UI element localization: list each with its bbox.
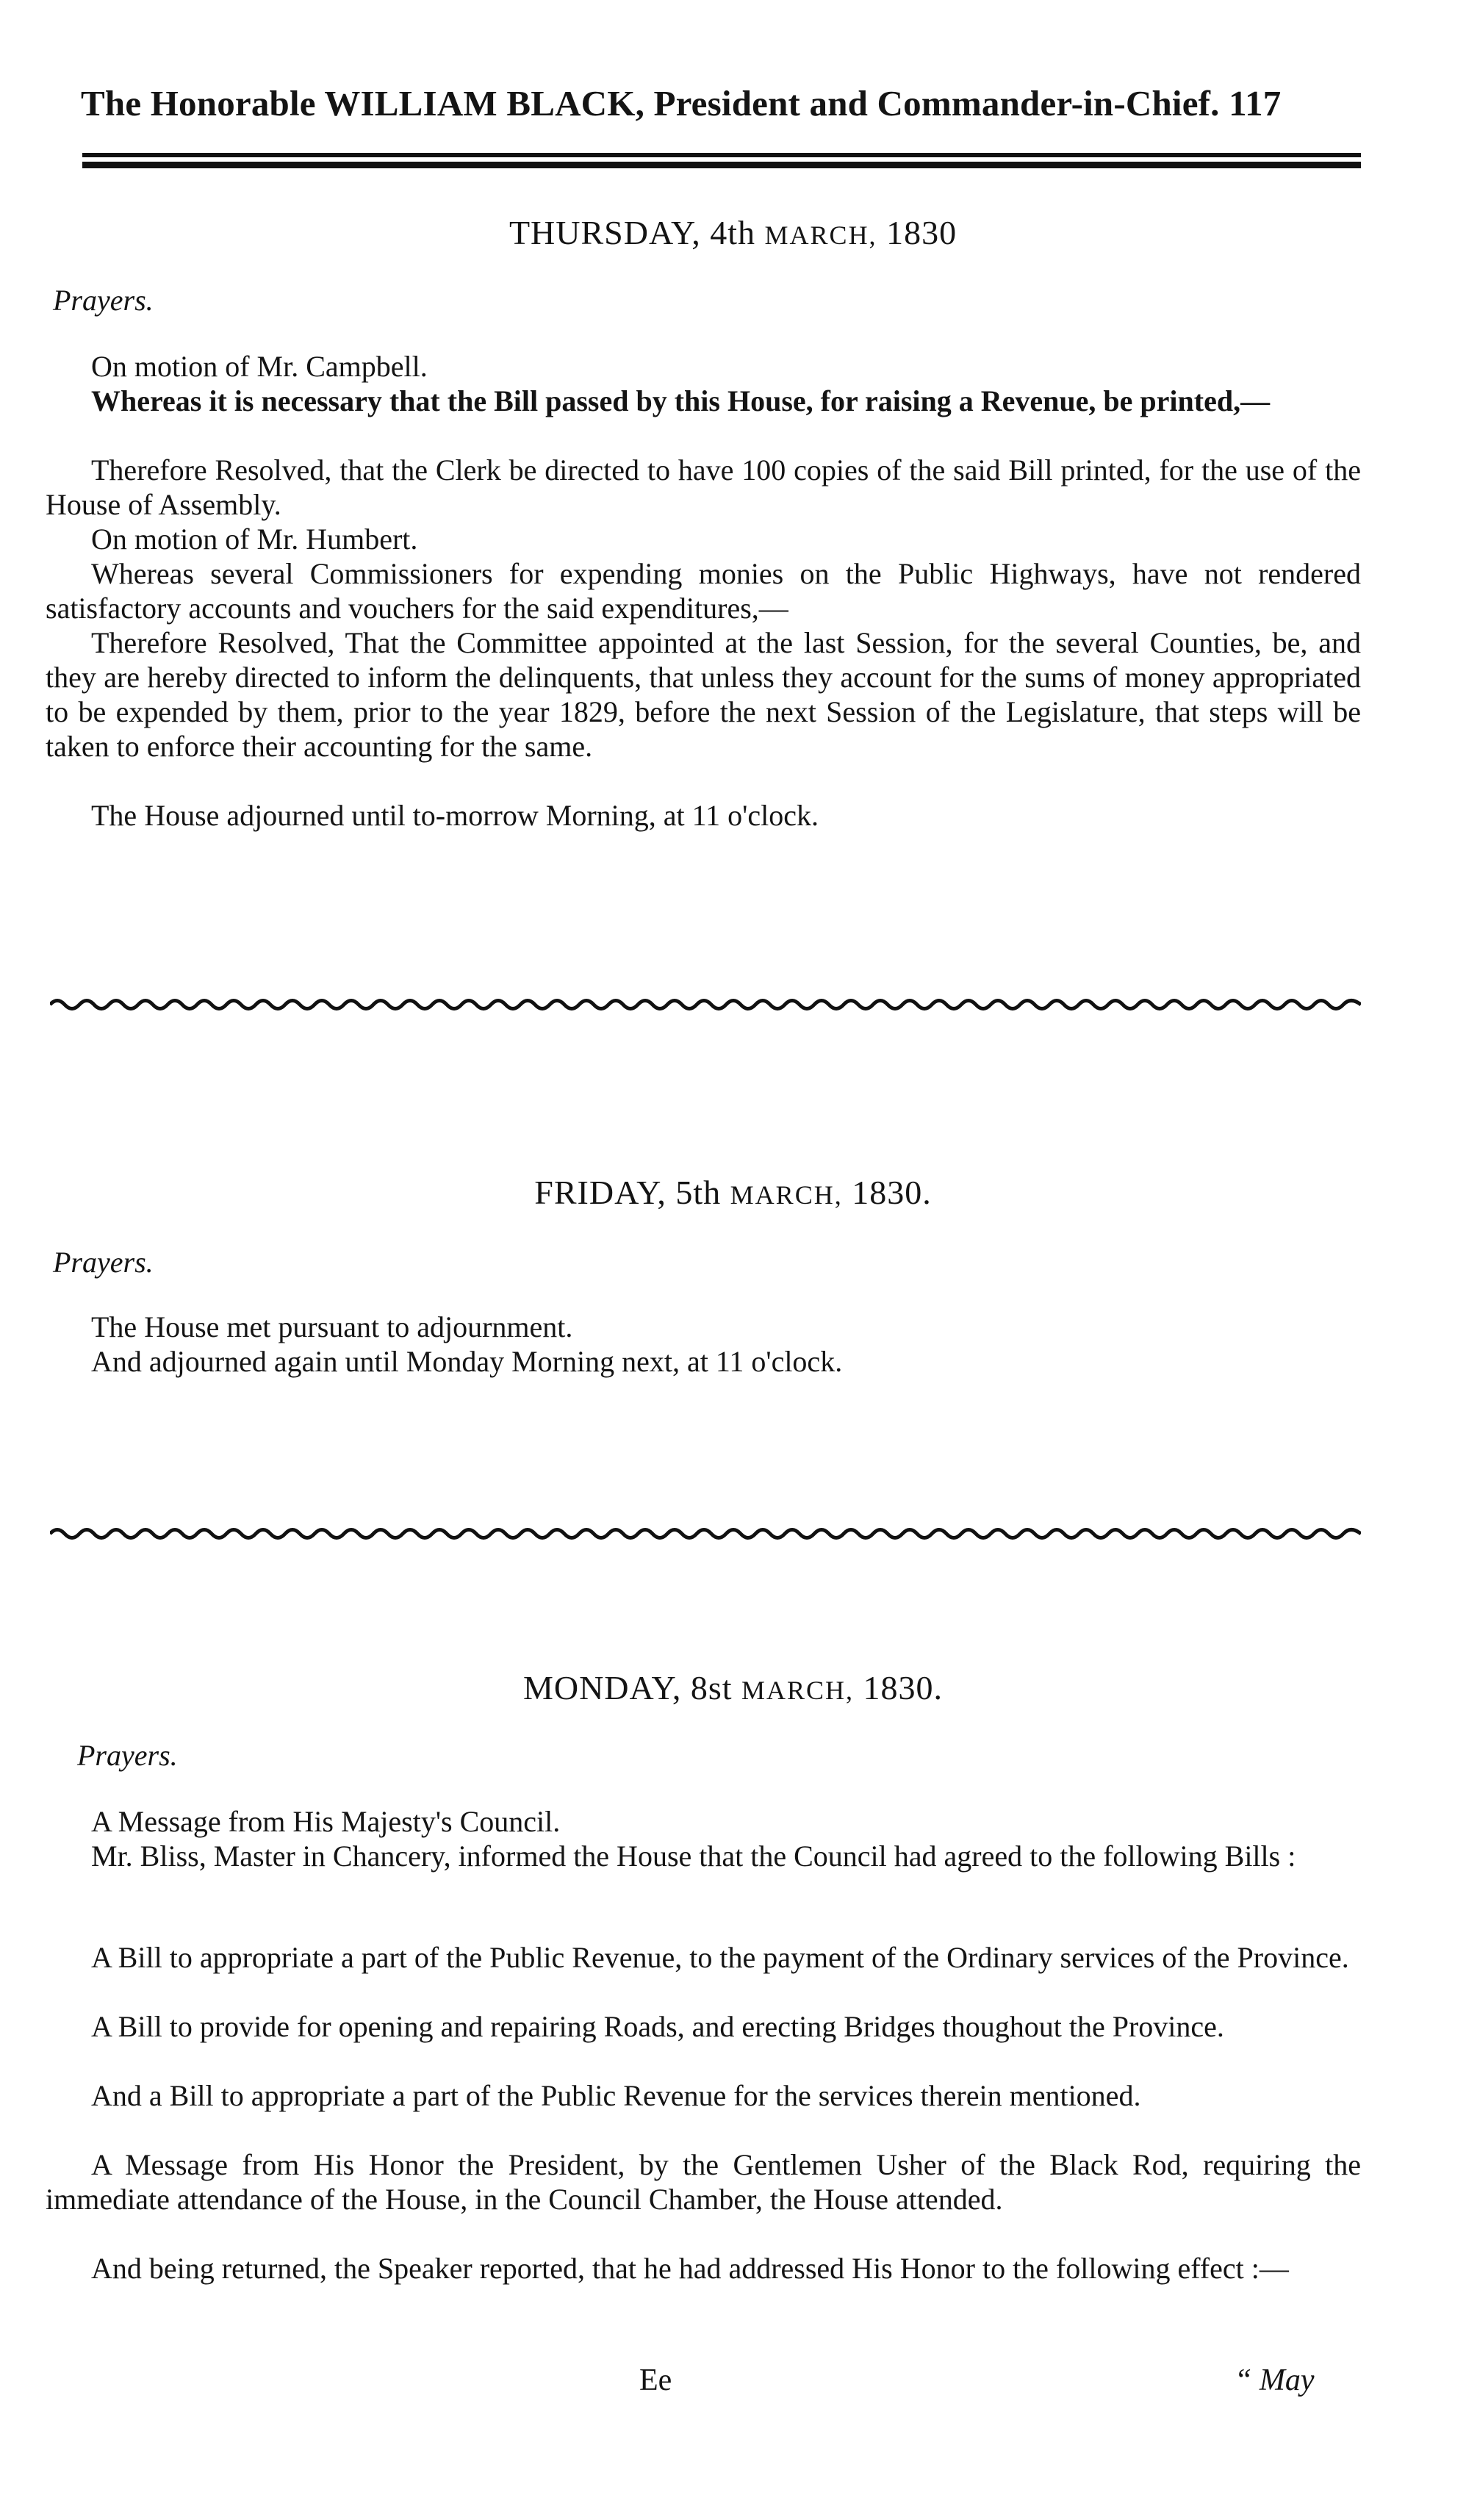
paragraph: The House met pursuant to adjournment. — [91, 1310, 573, 1343]
paragraph: A Message from His Honor the President, by the Gentlemen Usher of the Black Rod, requiring the immediate attendance of the House, in the Council Chamber, the House attended. — [46, 2148, 1361, 2216]
heading-day: THURSDAY, 4th — [509, 214, 756, 251]
heading-month: MARCH, — [730, 1180, 843, 1210]
header-rule-thick — [82, 162, 1361, 168]
heading-month: MARCH, — [764, 220, 877, 250]
paragraph: Whereas several Commissioners for expending monies on the Public Highways, have not rendered satisfactory accounts and vouchers for the said expenditures,— — [46, 557, 1361, 625]
day-heading-friday — [0, 1173, 1466, 1212]
paragraph: The House adjourned until to-morrow Morning, at 11 o'clock. — [91, 799, 819, 832]
heading-year: 1830. — [852, 1174, 932, 1211]
wavy-separator-1 — [50, 997, 1361, 1013]
wavy-separator-2 — [50, 1526, 1361, 1542]
paragraph: Therefore Resolved, that the Clerk be directed to have 100 copies of the said Bill printed, for the use of the House of Assembly. — [46, 453, 1361, 521]
heading-day: MONDAY, 8st — [522, 1669, 733, 1706]
paragraph: On motion of Mr. Campbell. — [91, 350, 428, 383]
signature-mark: Ee — [639, 2363, 672, 2397]
paragraph: On motion of Mr. Humbert. — [91, 523, 418, 556]
paragraph: A Bill to provide for opening and repairing Roads, and erecting Bridges thoughout the Province. — [91, 2010, 1224, 2043]
paragraph: And being returned, the Speaker reported, that he had addressed His Honor to the following effect :— — [91, 2252, 1289, 2285]
paragraph: A Message from His Majesty's Council. — [91, 1805, 561, 1838]
heading-year: 1830 — [886, 214, 957, 251]
paragraph: And a Bill to appropriate a part of the Public Revenue for the services therein mentioned. — [91, 2079, 1141, 2112]
heading-day: FRIDAY, 5th — [534, 1174, 722, 1211]
day-heading-monday — [0, 1668, 1466, 1707]
paragraph: Whereas it is necessary that the Bill passed by this House, for raising a Revenue, be printed,— — [91, 384, 1271, 417]
heading-year: 1830. — [863, 1669, 944, 1706]
running-head: The Honorable WILLIAM BLACK, President and Commander-in-Chief. 117 — [81, 83, 1282, 123]
heading-month: MARCH, — [741, 1676, 855, 1705]
paragraph: A Bill to appropriate a part of the Public Revenue, to the payment of the Ordinary services of the Province. — [91, 1941, 1349, 1974]
day-heading-thursday — [0, 213, 1466, 252]
paragraph: Therefore Resolved, That the Committee appointed at the last Session, for the several Counties, be, and they are hereby directed to inform the delinquents, that unless they account for the sums of money appropriated to be expended by them, prior to the year 1829, before the next Session of the Legislature, that steps will be taken to enforce their accounting for the same. — [46, 626, 1361, 763]
paragraph: Mr. Bliss, Master in Chancery, informed the House that the Council had agreed to the following Bills : — [91, 1839, 1296, 1873]
prayers-label: Prayers. — [53, 1246, 154, 1279]
prayers-label: Prayers. — [77, 1739, 178, 1772]
catchword: “ May — [1235, 2363, 1315, 2397]
prayers-label: Prayers. — [53, 284, 154, 317]
header-rule-thin — [82, 153, 1361, 157]
header-double-rule — [82, 153, 1361, 170]
paragraph: And adjourned again until Monday Morning next, at 11 o'clock. — [91, 1345, 843, 1378]
